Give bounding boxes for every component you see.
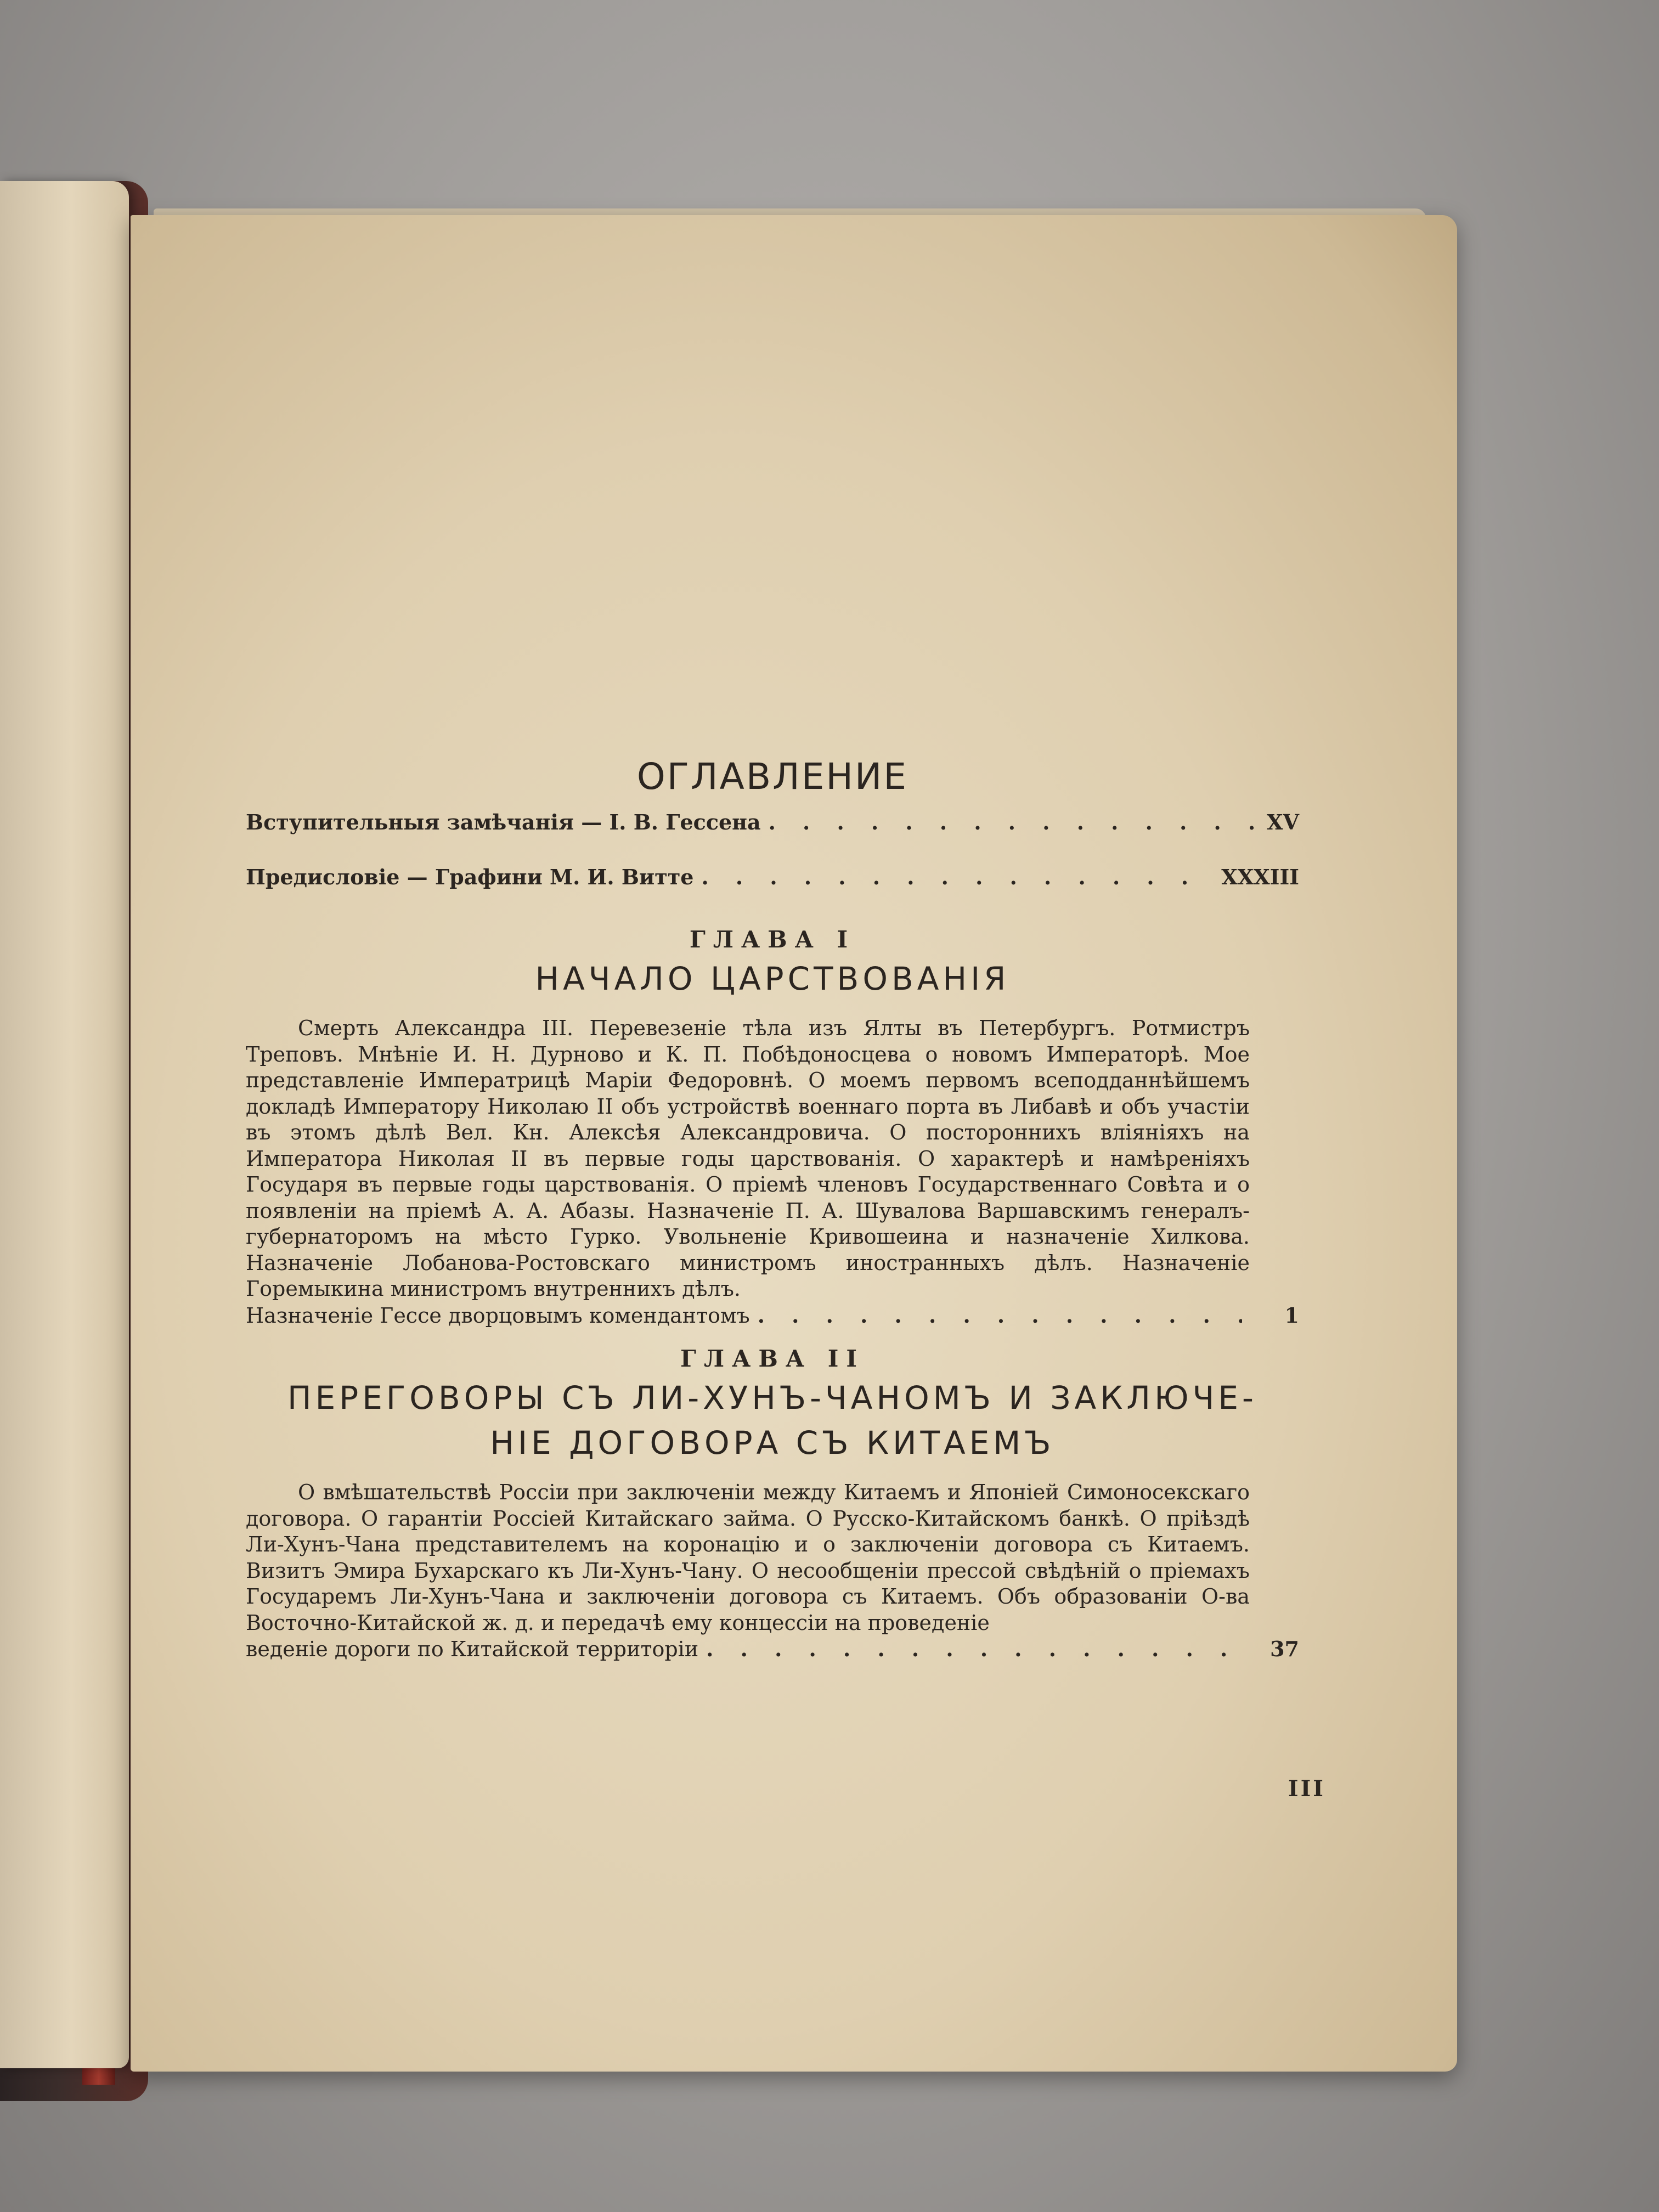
chapter-title: [246, 1375, 1299, 1465]
leader-dots: [706, 1636, 1242, 1662]
chapter-1: [246, 926, 1299, 1329]
leader-dots: [769, 810, 1259, 834]
chapter-summary-last: веденіе дороги по Китайской территоріи: [246, 1637, 699, 1661]
book-page: [131, 215, 1457, 2072]
chapter-title-line: НІЕ ДОГОВОРА СЪ КИТАЕМЪ: [490, 1424, 1055, 1462]
chapter-description: [246, 1015, 1299, 1329]
toc-title: ОГЛАВЛЕНИЕ: [636, 755, 909, 798]
chapter-summary: Смерть Александра III. Перевезеніе тѣла изъ Ялты въ Петербургъ. Ротмистръ Треповъ. Мнѣніе И. Н. Дурново и К. П. Побѣдоносцева о новомъ Императорѣ. Мое представленіе Императрицѣ Маріи Федоровнѣ. О моемъ первомъ всеподданнѣйшемъ докладѣ Императору Николаю II объ устройствѣ военнаго порта въ Либавѣ и объ участіи въ этомъ дѣлѣ Вел. Кн. Алексѣя Александровича. О постороннихъ вліяніяхъ на Императора Николая II въ первые годы царствованія. О характерѣ и намѣреніяхъ Государя въ первые годы царствованія. О пріемѣ членовъ Государственнаго Совѣта и о появленіи на пріемѣ А. А. Абазы. Назначеніе П. А. Шувалова Варшавскимъ генералъ-губернаторомъ на мѣсто Гурко. Увольненіе Кривошеина и назначеніе Хилкова. Назначеніе Лобанова-Ростовскаго министромъ иностранныхъ дѣлъ. Назначеніе Горемыкина министромъ внутреннихъ дѣлъ.: [246, 1016, 1250, 1301]
page-folio: III: [1288, 1776, 1325, 1802]
leader-dots: [701, 865, 1214, 889]
chapter-2: [246, 1345, 1299, 1663]
entry-page: XV: [1267, 810, 1299, 834]
chapter-description-end: [246, 1302, 1299, 1329]
chapter-page: 37: [1270, 1637, 1299, 1661]
chapter-summary-last: Назначеніе Гессе дворцовымъ комендантомъ: [246, 1303, 750, 1328]
leader-dots: [758, 1302, 1242, 1329]
entry-label: Предисловіе — Графини М. И. Витте: [246, 865, 694, 889]
chapter-title-line: ПЕРЕГОВОРЫ СЪ ЛИ-ХУНЪ-ЧАНОМЪ И ЗАКЛЮЧЕ-: [287, 1379, 1257, 1417]
chapter-page: 1: [1284, 1302, 1299, 1328]
chapter-title-line: НАЧАЛО ЦАРСТВОВАНІЯ: [535, 960, 1010, 997]
chapter-number: ГЛАВА II: [680, 1345, 865, 1372]
chapter-summary: О вмѣшательствѣ Россіи при заключеніи между Китаемъ и Японіей Симоносекскаго договора. О гарантіи Россіей Китайскаго займа. О Русско-Китайскомъ банкѣ. О пріѣздѣ Ли-Хунъ-Чана представителемъ на коронацію и о заключеніи договора съ Китаемъ. Визитъ Эмира Бухарскаго къ Ли-Хунъ-Чану. О несообщеніи прессой свѣдѣній о пріемахъ Государемъ Ли-Хунъ-Чана и заключеніи договора съ Китаемъ. Объ образованіи О-ва Восточно-Китайской ж. д. и передачѣ ему концессіи на проведеніе: [246, 1480, 1250, 1635]
entry-label: Вступительныя замѣчанія — I. В. Гессена: [246, 810, 761, 834]
left-page: [0, 181, 129, 2068]
table-of-contents: [246, 755, 1299, 1663]
toc-entry-introduction: [246, 810, 1299, 865]
toc-entry-preface: [246, 865, 1299, 919]
chapter-description: [246, 1480, 1299, 1663]
chapter-number: ГЛАВА I: [689, 926, 856, 953]
chapter-title: [246, 956, 1299, 1001]
chapter-description-end: [246, 1636, 1299, 1663]
entry-page: XXXIII: [1221, 865, 1299, 889]
